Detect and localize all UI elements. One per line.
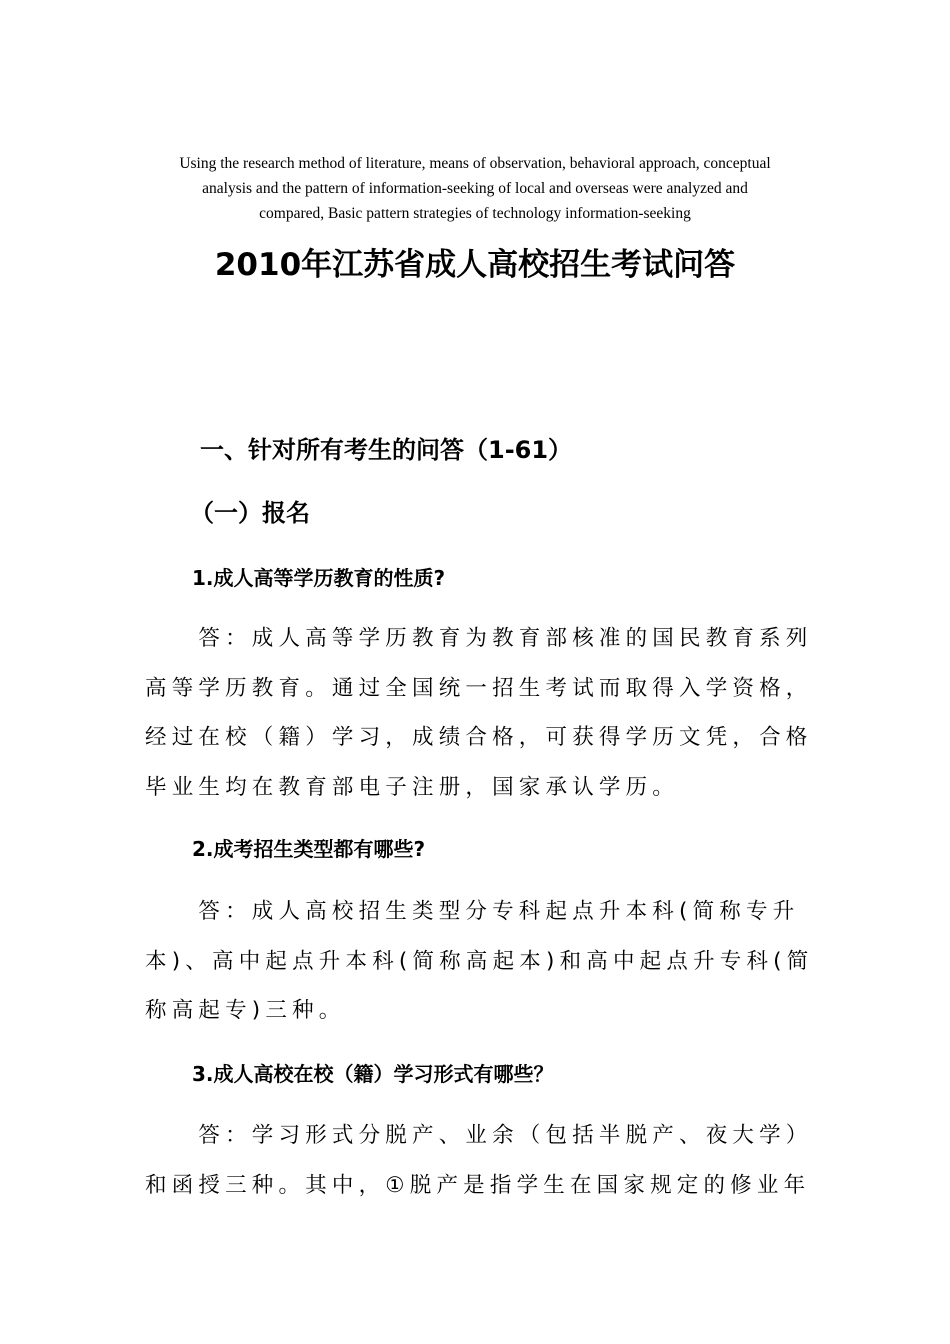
answer-line: 高等学历教育。通过全国统一招生考试而取得入学资格， <box>145 675 813 701</box>
question-heading-3: 3.成人高校在校（籍）学习形式有哪些？ <box>192 1062 554 1086</box>
document-title: 2010年江苏省成人高校招生考试问答 <box>214 247 736 283</box>
abstract-line: compared, Basic pattern strategies of technology information-seeking <box>259 205 691 222</box>
abstract-line: analysis and the pattern of information-seeking of local and overseas were analyzed and <box>202 180 748 197</box>
answer-line: 经过在校（籍）学习，成绩合格，可获得学历文凭，合格 <box>145 725 813 750</box>
answer-line: 和函授三种。其中，①脱产是指学生在国家规定的修业年 <box>145 1172 811 1198</box>
answer-line: 答：成人高等学历教育为教育部核准的国民教育系列 <box>145 626 813 651</box>
answer-line: 答：学习形式分脱产、业余（包括半脱产、夜大学） <box>145 1123 813 1148</box>
answer-paragraph-1 <box>145 614 813 812</box>
answer-line: 称高起专)三种。 <box>145 998 346 1023</box>
question-heading-1: 1.成人高等学历教育的性质? <box>192 566 446 590</box>
answer-line: 毕业生均在教育部电子注册，国家承认学历。 <box>145 774 680 800</box>
abstract-text <box>140 151 810 226</box>
answer-paragraph-3 <box>145 1111 813 1210</box>
question-heading-2: 2.成考招生类型都有哪些? <box>192 837 426 861</box>
section-heading: 一、针对所有考生的问答（1-61） <box>200 436 573 464</box>
answer-line: 本)、高中起点升本科(简称高起本)和高中起点升专科(简 <box>145 948 814 974</box>
sub-heading: （一）报名 <box>190 499 310 527</box>
abstract-line: Using the research method of literature, means of observation, behavioral approach, conceptual <box>179 155 771 172</box>
answer-paragraph-2 <box>145 887 814 1036</box>
answer-line: 答：成人高校招生类型分专科起点升本科(简称专升 <box>145 899 800 924</box>
